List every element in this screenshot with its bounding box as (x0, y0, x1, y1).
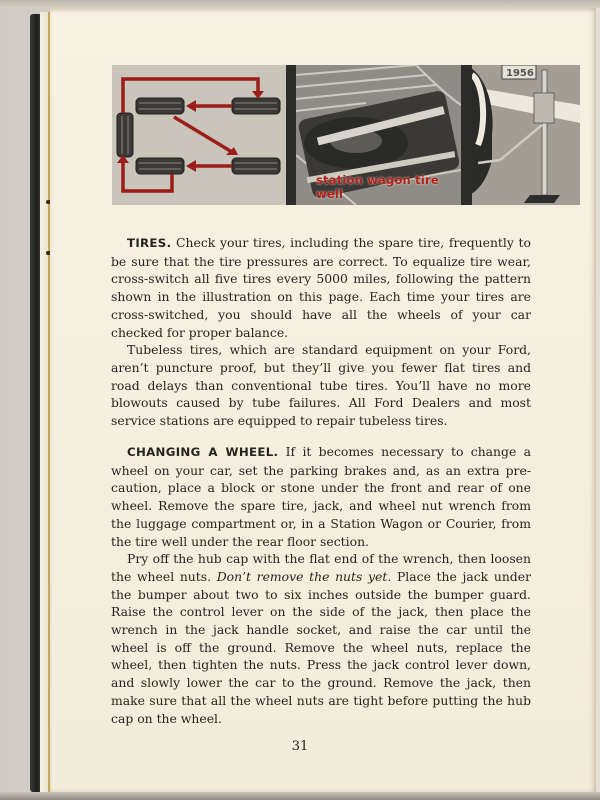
paragraph-text: Place the jack under the bumper about two to six inches outside the bumper guard. Raise the control lever on the side of the jack, then place the wrench in the jack handle socket, and raise the car until the wheel is off the ground. Remove the wheel nuts, replace the wheel, then tighten the nuts. Press the jack control lever down, and slowly lower the car to the ground. Remove the jack, then make sure that all the wheel nuts are tight before putting the hub cap on the wheel. (111, 568, 531, 726)
paragraph (111, 443, 531, 550)
warning-text: Don’t remove the nuts yet. (216, 568, 392, 584)
paragraph (111, 550, 531, 727)
section-tires (111, 234, 531, 430)
tire-rotation-icon (112, 65, 286, 205)
paragraph-text: Pry off the hub cap with the flat end of the wrench, then loosen the wheel nuts. (111, 551, 531, 584)
tire-rotation-diagram (112, 65, 286, 205)
illustration-caption: station wagon tire well (316, 173, 439, 201)
section-heading: CHANGING A WHEEL. (127, 445, 279, 459)
paragraph (111, 234, 531, 341)
panel-divider (461, 65, 472, 205)
illustration-strip (112, 65, 580, 205)
scan-bottom-edge (0, 792, 600, 800)
section-changing-a-wheel (111, 443, 531, 727)
scan-top-edge (0, 0, 600, 8)
section-heading: TIRES. (127, 236, 172, 250)
station-wagon-tire-well-photo (296, 65, 461, 205)
page-number: 31 (291, 739, 309, 754)
paragraph-text: If it becomes necessary to change a wheel on your car, set the parking brakes and, as an extra precaution, place a block or stone under the front and rear of one wheel. Remove the spare tire, jack, and wheel nut wrench from the luggage compartment or, in a Station Wagon or Courier, from the tire well under the rear floor section. (111, 444, 531, 549)
license-plate-text: 1956 (506, 68, 534, 79)
paragraph: Tubeless tires, which are standard equipment on your Ford, aren’t puncture proof, but they’ll give you fewer flat tires and road delays than conventional tube tires. You’ll have no more blowouts caused by tube failures. All Ford Dealers and most service stations are equipped to repair tubeless tires. (111, 342, 531, 429)
paragraph-text: Check your tires, including the spare tire, frequently to be sure that the tire pressures are correct. To equalize tire wear, cross-switch all five tires every 5000 miles, following the pattern shown in the illustration on this page. Each time your tires are cross-switched, you should have all the wheels of your car checked for proper balance. (111, 235, 531, 340)
page-stack-edge (40, 12, 48, 792)
bumper-jack-photo (472, 65, 580, 205)
panel-divider (286, 65, 296, 205)
bumper-jack-icon (472, 65, 580, 205)
